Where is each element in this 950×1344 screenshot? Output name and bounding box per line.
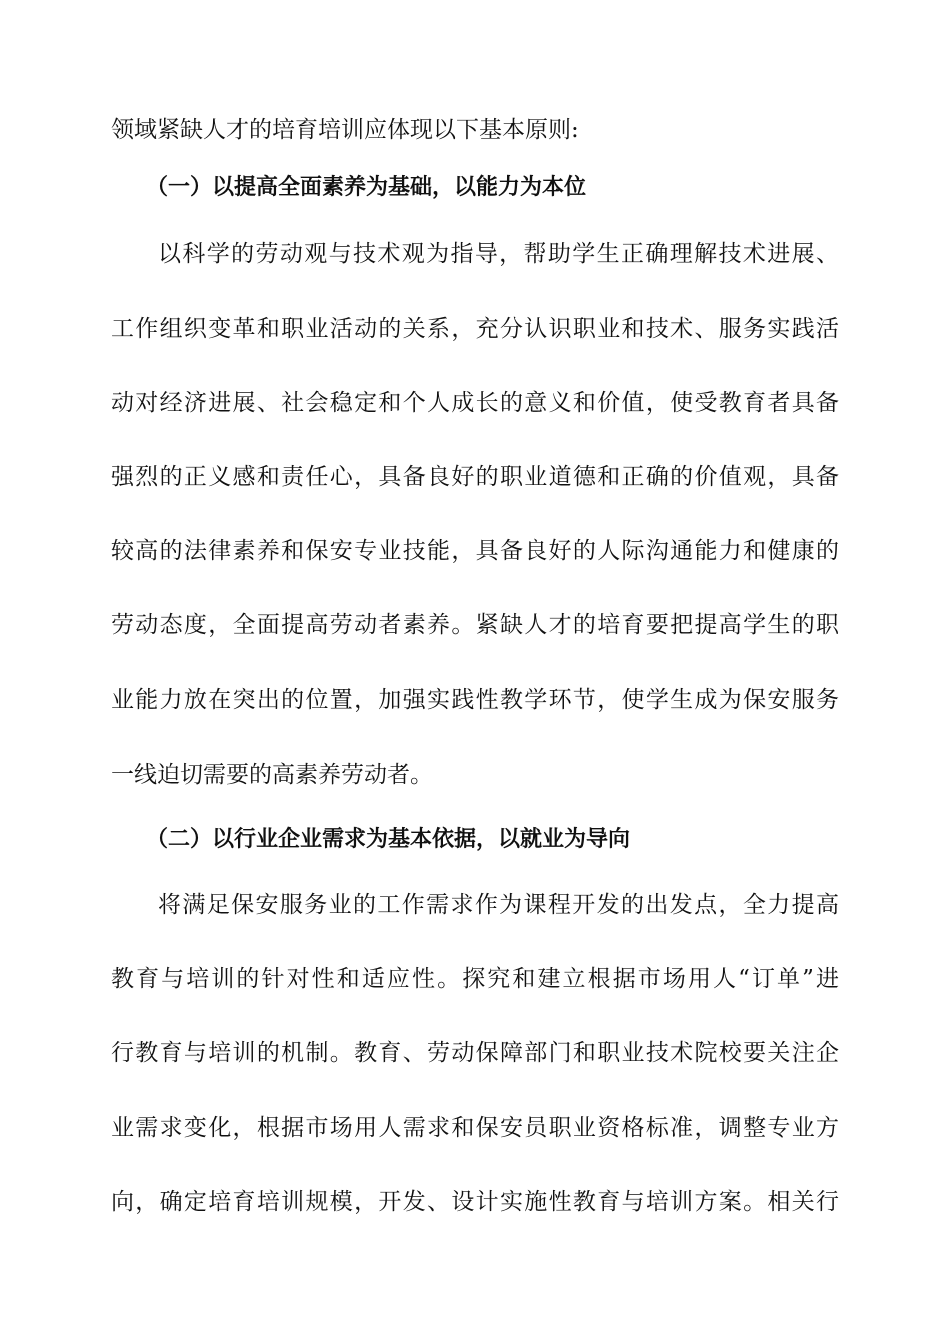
section-2-paragraph-line: 将满足保安服务业的工作需求作为课程开发的出发点，全力提高 — [158, 892, 839, 918]
section-2-paragraph-line: 向，确定培育培训规模，开发、设计实施性教育与培训方案。相关行 — [111, 1189, 839, 1215]
section-1-heading: （一）以提高全面素养为基础，以能力为本位 — [146, 175, 587, 200]
section-1-paragraph-line: 劳动态度，全面提高劳动者素养。紧缺人才的培育要把提高学生的职 — [111, 612, 839, 638]
section-2-paragraph-line: 业需求变化，根据市场用人需求和保安员职业资格标准，调整专业方 — [111, 1115, 839, 1141]
section-1-paragraph-line: 工作组织变革和职业活动的关系，充分认识职业和技术、服务实践活 — [111, 316, 839, 342]
section-1-paragraph-line: 以科学的劳动观与技术观为指导，帮助学生正确理解技术进展、 — [158, 241, 839, 267]
section-1-paragraph-line: 一线迫切需要的高素养劳动者。 — [111, 762, 433, 788]
section-1-paragraph-line: 较高的法律素养和保安专业技能，具备良好的人际沟通能力和健康的 — [111, 538, 839, 564]
section-1-paragraph-line: 动对经济进展、社会稳定和个人成长的意义和价值，使受教育者具备 — [111, 390, 839, 416]
intro-line: 领域紧缺人才的培育培训应体现以下基本原则: — [111, 117, 579, 143]
section-2-paragraph-line: 教育与培训的针对性和适应性。探究和建立根据市场用人“订单”进 — [111, 966, 839, 992]
section-2-paragraph-line: 行教育与培训的机制。教育、劳动保障部门和职业技术院校要关注企 — [111, 1040, 839, 1066]
section-2-heading: （二）以行业企业需求为基本依据，以就业为导向 — [146, 827, 631, 852]
section-1-paragraph-line: 业能力放在突出的位置，加强实践性教学环节，使学生成为保安服务 — [111, 687, 839, 713]
section-1-paragraph-line: 强烈的正义感和责任心，具备良好的职业道德和正确的价值观，具备 — [111, 464, 839, 490]
